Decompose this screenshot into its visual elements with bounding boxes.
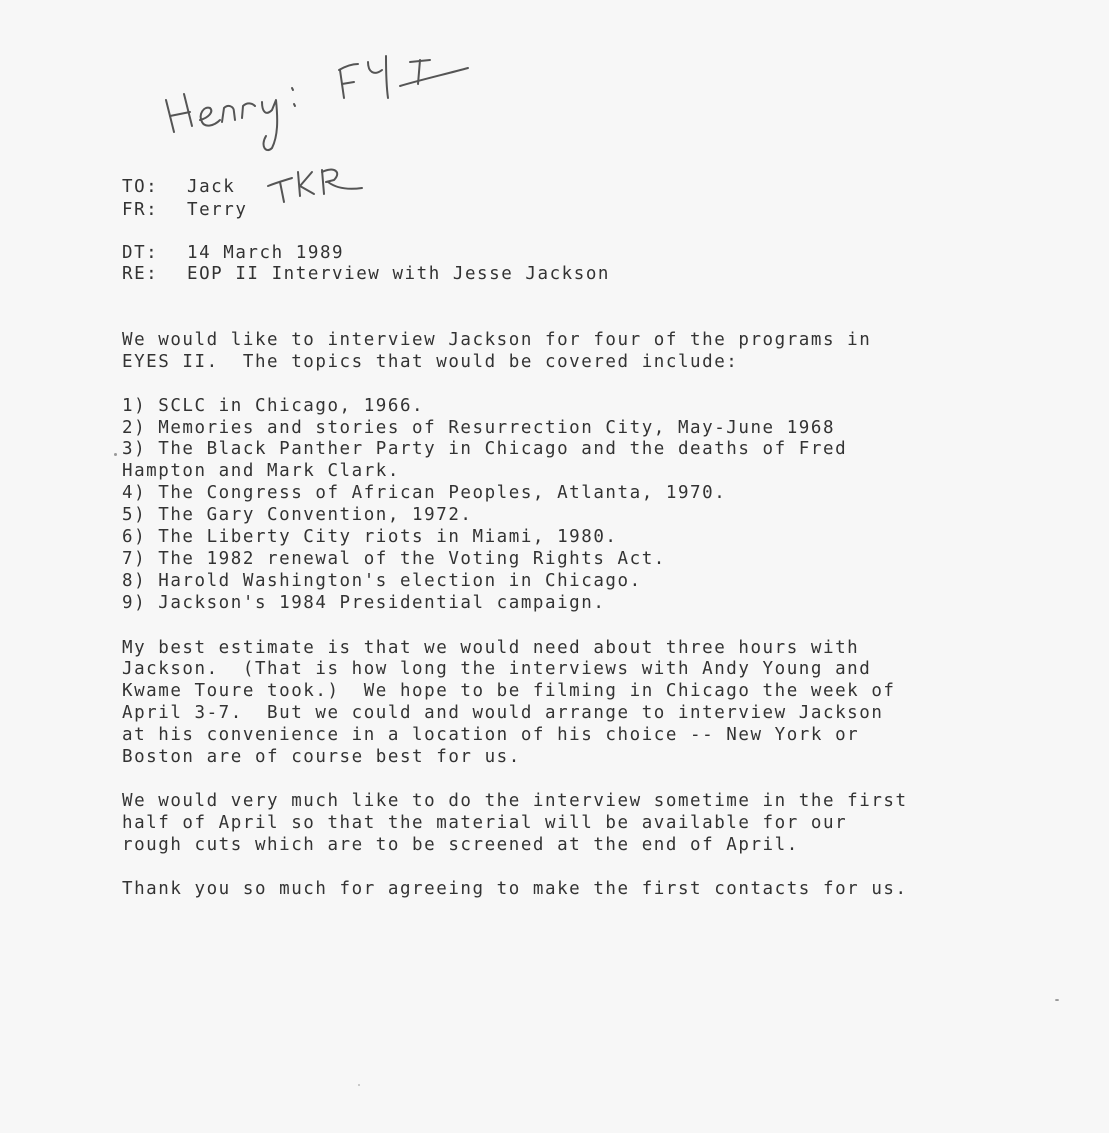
intro-line: EYES II. The topics that would be covered include: [122, 352, 739, 372]
topic-item: 9) Jackson's 1984 Presidential campaign. [122, 593, 606, 613]
to-label: TO: [122, 177, 159, 197]
re-value: EOP II Interview with Jesse Jackson [187, 264, 611, 284]
request-line: half of April so that the material will be available for our [122, 813, 848, 833]
estimate-line: April 3-7. But we could and would arrange to interview Jackson [122, 703, 884, 723]
topic-item: 2) Memories and stories of Resurrection City, May-June 1968 [122, 418, 836, 438]
estimate-line: Kwame Toure took.) We hope to be filming in Chicago the week of [122, 681, 896, 701]
request-line: rough cuts which are to be screened at the end of April. [122, 835, 799, 855]
request-line: We would very much like to do the interview sometime in the first [122, 791, 908, 811]
date-label: DT: [122, 243, 159, 263]
topic-item: 6) The Liberty City riots in Miami, 1980. [122, 527, 618, 547]
estimate-line: Boston are of course best for us. [122, 747, 521, 767]
topic-item: 4) The Congress of African Peoples, Atlanta, 1970. [122, 483, 727, 503]
stray-mark [358, 1084, 360, 1086]
date-value: 14 March 1989 [187, 243, 345, 263]
closing-line: Thank you so much for agreeing to make the first contacts for us. [122, 879, 908, 899]
topic-item: 7) The 1982 renewal of the Voting Rights Act. [122, 549, 666, 569]
topic-item: 8) Harold Washington's election in Chicago. [122, 571, 642, 591]
intro-line: We would like to interview Jackson for four of the programs in [122, 330, 872, 350]
topic-item: Hampton and Mark Clark. [122, 461, 400, 481]
from-value: Terry [187, 200, 248, 220]
estimate-line: My best estimate is that we would need about three hours with [122, 638, 860, 658]
stray-mark [1055, 999, 1059, 1001]
topic-item: 3) The Black Panther Party in Chicago and the deaths of Fred [122, 439, 848, 459]
handwritten-initials-tkr [262, 162, 372, 212]
stray-mark [114, 453, 117, 456]
estimate-line: at his convenience in a location of his choice -- New York or [122, 725, 860, 745]
topic-item: 1) SCLC in Chicago, 1966. [122, 396, 425, 416]
from-label: FR: [122, 200, 159, 220]
re-label: RE: [122, 264, 159, 284]
handwritten-note-henry-fyi [150, 40, 490, 160]
to-value: Jack [187, 177, 236, 197]
estimate-line: Jackson. (That is how long the interviews with Andy Young and [122, 659, 872, 679]
topic-item: 5) The Gary Convention, 1972. [122, 505, 473, 525]
